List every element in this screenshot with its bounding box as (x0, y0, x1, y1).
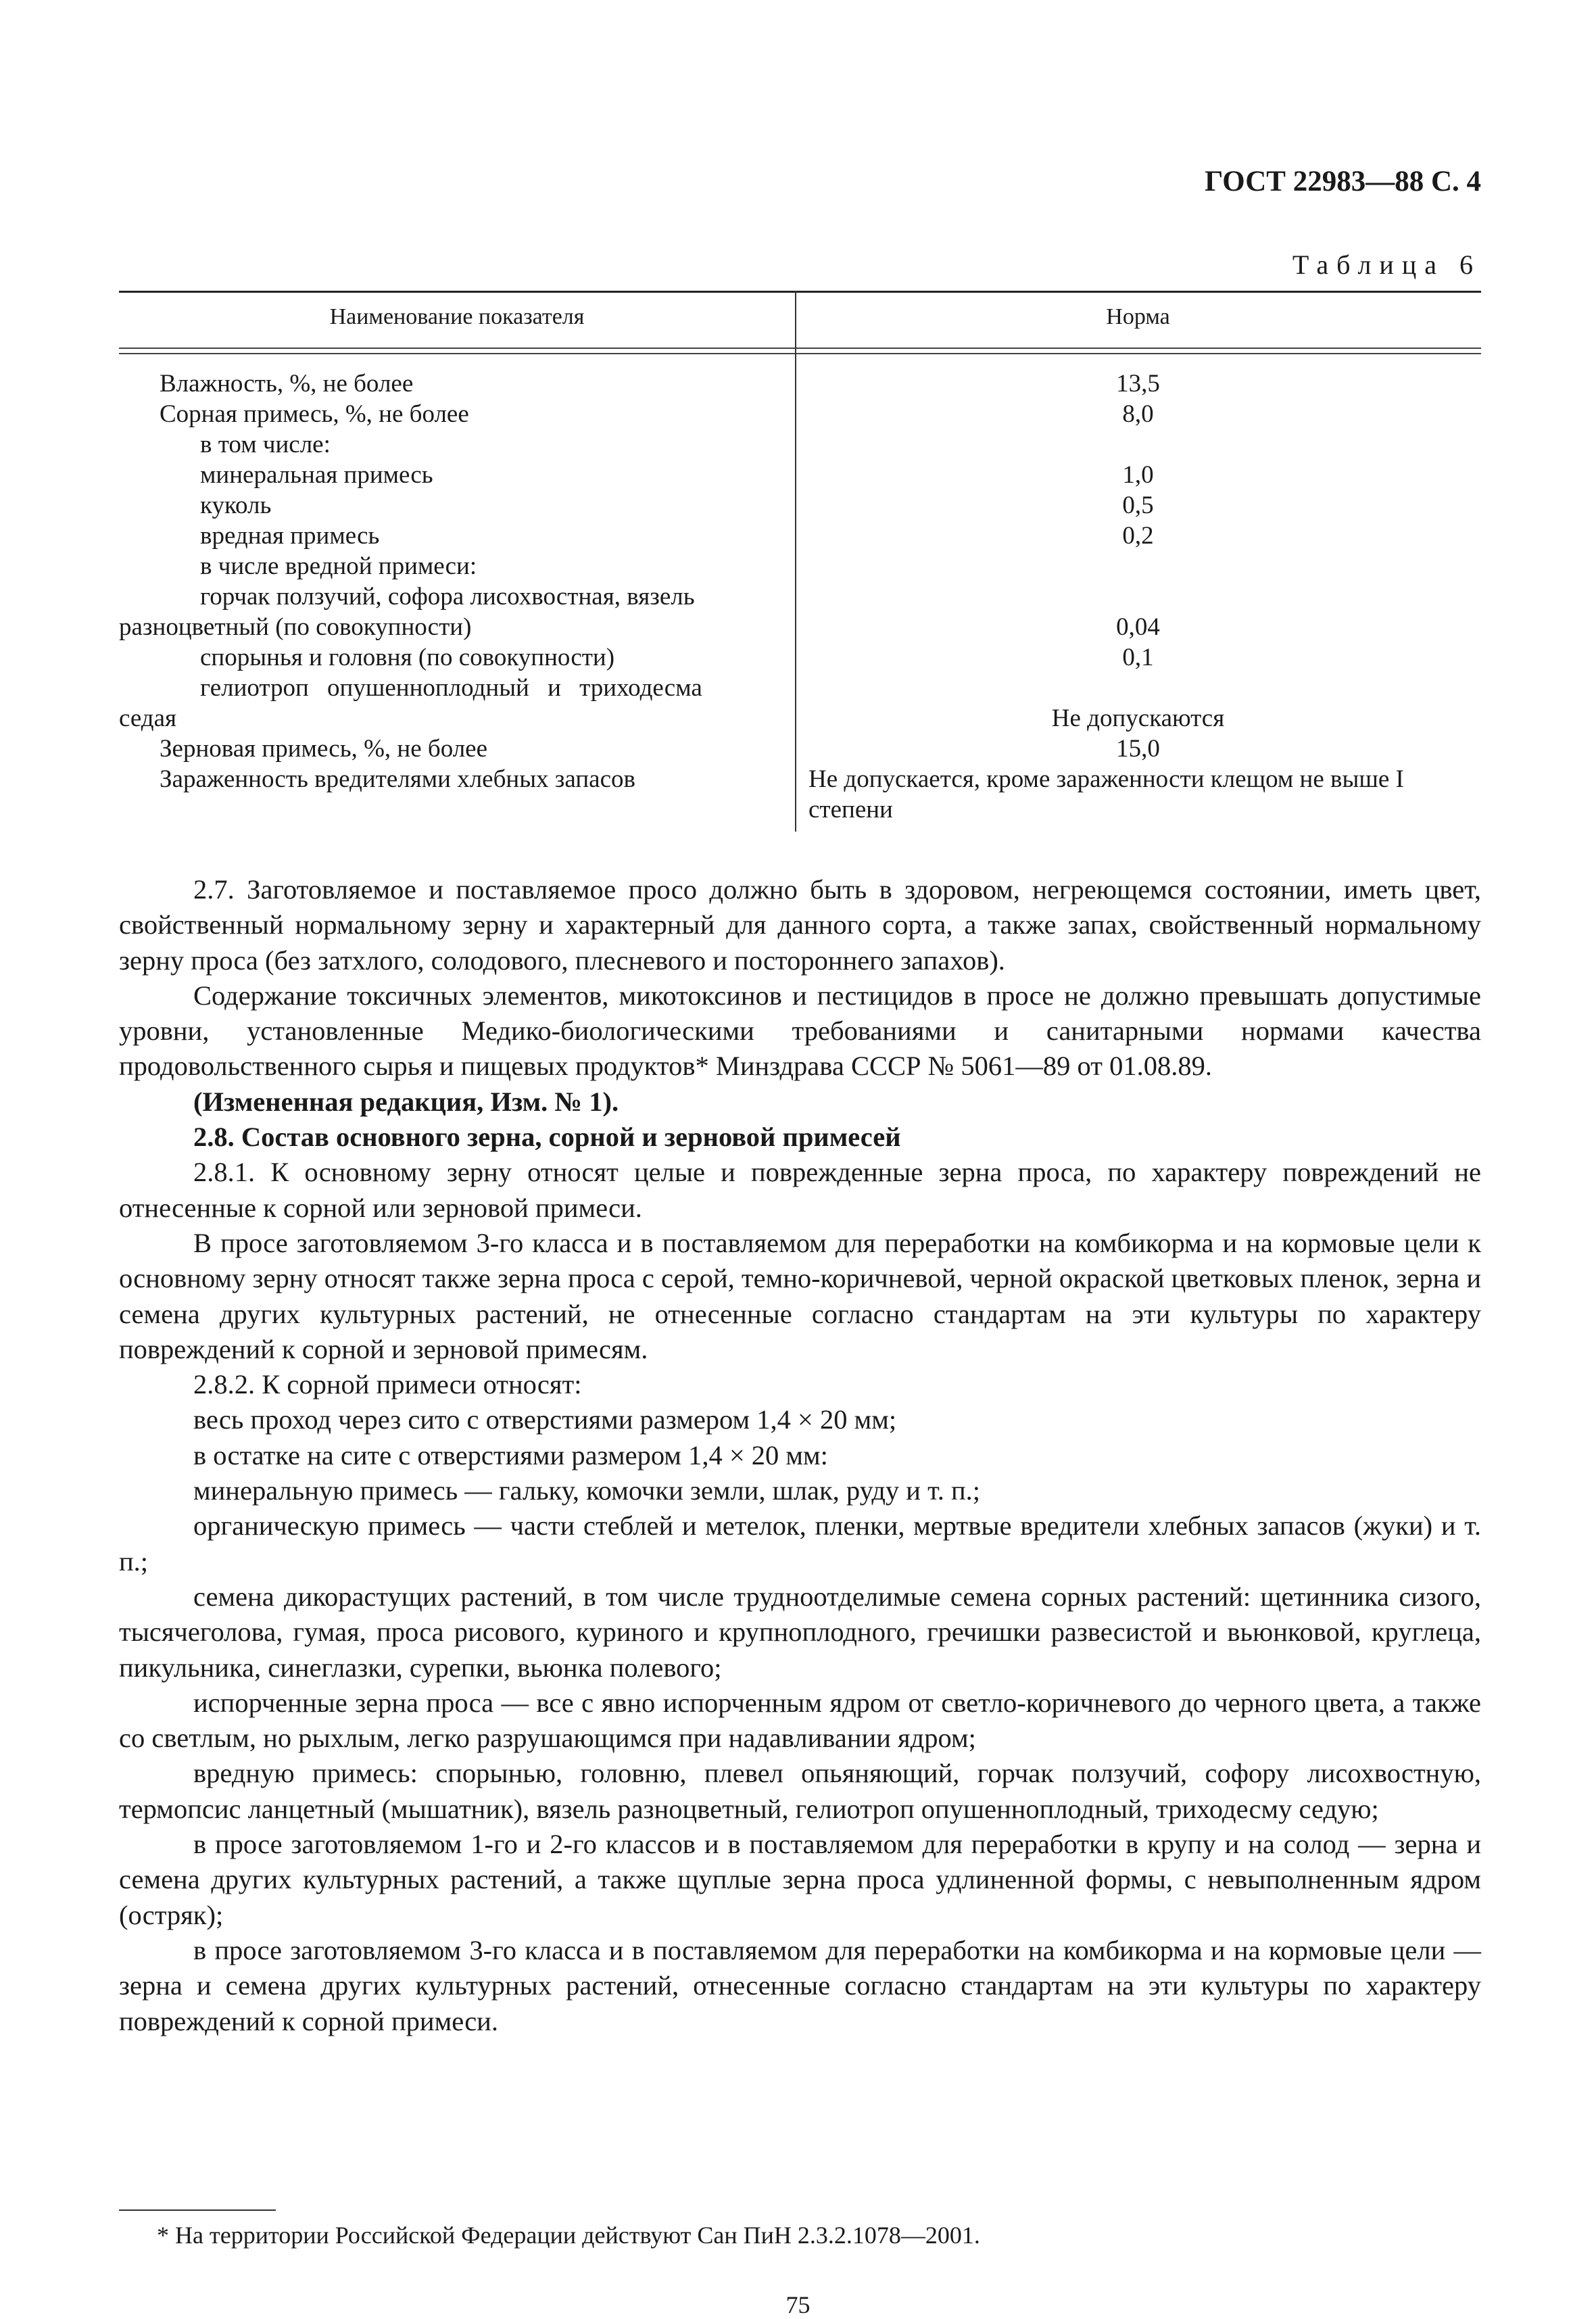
row-name: вредная примесь (200, 522, 380, 550)
norms-table (119, 291, 1481, 832)
row-name: минеральная примесь (200, 461, 433, 489)
paragraph: 2.7. Заготовляемое и поставляемое просо должно быть в здоровом, негреющемся состоянии, иметь цвет, свойственный нормальному зерну и характерный для данного сорта, а также запах, свойственный нормальному зерну проса (без затхлого, солодового, плесневого и постороннего запахов). (119, 874, 1481, 976)
row-name: спорынья и головня (по совокупности) (200, 644, 615, 671)
footnote-rule (119, 2209, 276, 2211)
paragraph: весь проход через сито с отверстиями размером 1,4 × 20 мм; (193, 1404, 897, 1435)
row-name: в том числе: (200, 431, 331, 458)
paragraph: вредную примесь: спорынью, головню, плевел опьяняющий, горчак ползучий, софору лисохвостную, термопсис ланцетный (мышатник), вязель разноцветный, гелиотроп опушенноплодный, триходесму седую; (119, 1758, 1481, 1824)
row-value: Не допускаются (1051, 704, 1225, 732)
row-name: в числе вредной примеси: (200, 552, 477, 580)
table-header-rule (119, 348, 1481, 349)
table-header-rule-double (119, 353, 1481, 354)
row-value: 13,5 (1116, 370, 1160, 398)
row-name: Зерновая примесь, %, не более (160, 735, 488, 763)
paragraph: в просе заготовляемом 1-го и 2-го классов и в поставляемом для переработки в крупу и на солод — зерна и семена других культурных растений, а также щуплые зерна проса удлиненной формы, с невыполненным ядром (остряк); (119, 1829, 1481, 1930)
row-value: 0,1 (1122, 644, 1154, 671)
row-name: Зараженность вредителями хлебных запасов (160, 765, 635, 793)
body-text (119, 872, 1481, 2039)
paragraph: органическую примесь — части стеблей и метелок, пленки, мертвые вредители хлебных запасов (жуки) и т. п.; (119, 1510, 1481, 1577)
row-name: седая (119, 704, 177, 732)
row-value: 8,0 (1122, 400, 1154, 428)
row-name: Влажность, %, не более (160, 370, 414, 398)
row-name: Сорная примесь, %, не более (160, 400, 469, 428)
row-value: 0,2 (1122, 522, 1154, 550)
paragraph: минеральную примесь — гальку, комочки земли, шлак, руду и т. п.; (193, 1475, 981, 1506)
row-value: 0,04 (1116, 613, 1160, 641)
row-value: 15,0 (1116, 735, 1160, 763)
amendment-note: (Измененная редакция, Изм. № 1). (193, 1086, 619, 1117)
paragraph: 2.8.2. К сорной примеси относят: (193, 1369, 582, 1400)
table-header-norm: Норма (1106, 304, 1170, 329)
paragraph: в просе заготовляемом 3-го класса и в поставляемом для переработки на комбикорма и на кормовые цели — зерна и семена других культурных растений, отнесенные согласно стандартам на эти культуры по характеру повреждений к сорной примеси. (119, 1934, 1481, 2036)
page-header: ГОСТ 22983—88 С. 4 (1204, 166, 1481, 197)
row-name: разноцветный (по совокупности) (119, 613, 472, 641)
row-value: 0,5 (1122, 492, 1154, 519)
row-value: 1,0 (1122, 461, 1154, 489)
table-top-rule (119, 291, 1481, 293)
paragraph: испорченные зерна проса — все с явно испорченным ядром от светло-коричневого до черного цвета, а также со светлым, но рыхлым, легко разрушающимся при надавливании ядром; (119, 1687, 1481, 1754)
paragraph: Содержание токсичных элементов, микотоксинов и пестицидов в просе не должно превышать допустимые уровни, установленные Медико-биологическими требованиями и санитарными нормами качества продовольственного сырья и пищевых продуктов* Минздрава СССР № 5061—89 от 01.08.89. (119, 980, 1481, 1082)
section-heading: 2.8. Состав основного зерна, сорной и зерновой примесей (193, 1122, 901, 1153)
table-caption: Таблица 6 (1292, 249, 1481, 280)
paragraph: в остатке на сите с отверстиями размером 1,4 × 20 мм: (193, 1439, 828, 1471)
table-header-indicator: Наименование показателя (329, 304, 585, 329)
row-name: гелиотроп опушенноплодный и триходесма (200, 674, 702, 702)
row-value: Не допускается, кроме зараженности клещом не выше I степени (808, 765, 1404, 823)
row-name: горчак ползучий, софора лисохвостная, вязель (200, 583, 695, 611)
row-name: куколь (200, 492, 272, 519)
footnote: * На территории Российской Федерации действуют Сан ПиН 2.3.2.1078—2001. (157, 2222, 980, 2249)
paragraph: В просе заготовляемом 3-го класса и в поставляемом для переработки на комбикорма и на кормовые цели к основному зерну относят также зерна проса с серой, темно-коричневой, черной окраской цветковых пленок, зерна и семена других культурных растений, не отнесенные согласно стандартам на эти культуры по характеру повреждений к сорной и зерновой примесям. (119, 1227, 1481, 1364)
page-number: 75 (785, 2291, 811, 2318)
paragraph: 2.8.1. К основному зерну относят целые и поврежденные зерна проса, по характеру повреждений не отнесенные к сорной или зерновой примеси. (119, 1157, 1481, 1223)
paragraph: семена дикорастущих растений, в том числе трудноотделимые семена сорных растений: щетинника сизого, тысячеголова, гумая, проса рисового, куриного и крупноплодного, гречишки развесистой и вьюнковой, круглеца, пикульника, синеглазки, сурепки, вьюнка полевого; (119, 1581, 1481, 1683)
